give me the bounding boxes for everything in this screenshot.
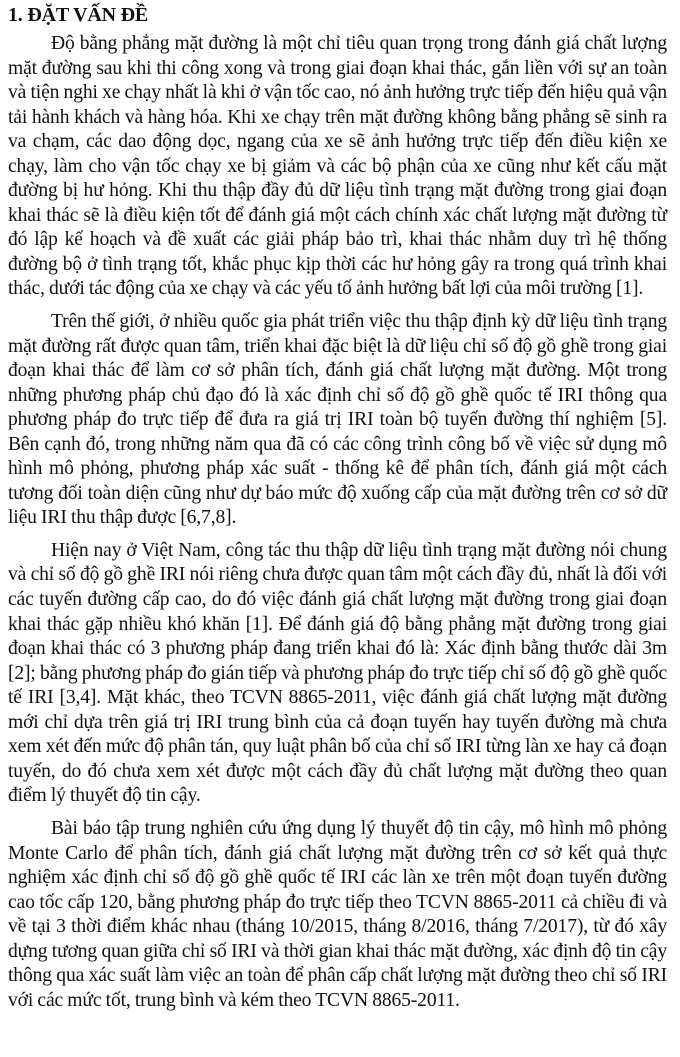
paragraph-study-objective: Bài báo tập trung nghiên cứu ứng dụng lý thuyết độ tin cậy, mô hình mô phỏng Monte Carlo để phân tích, đánh giá chất lượng mặt đường trên cơ sở kết quả thực nghiệm xác định chỉ số độ gồ ghề quốc tế IRI các làn xe trên một đoạn tuyến đường cao tốc cấp 120, bằng phương pháp đo trực tiếp theo TCVN 8865-2011 cả chiều đi và về tại 3 thời điểm khác nhau (tháng 10/2015, tháng 8/2016, tháng 7/2017), từ đó xây dựng tương quan giữa chỉ số IRI và thời gian khai thác mặt đường, xác định độ tin cậy thông qua xác suất làm việc an toàn để phân cấp chất lượng mặt đường theo chỉ số IRI với các mức tốt, trung bình và kém theo TCVN 8865-2011. — [8, 817, 667, 1011]
paragraph-vietnam-situation: Hiện nay ở Việt Nam, công tác thu thập dữ liệu tình trạng mặt đường nói chung và chỉ số độ gồ ghề IRI nói riêng chưa được quan tâm một cách đầy đủ, nhất là đối với các tuyến đường cấp cao, do đó việc đánh giá chất lượng mặt đường trong giai đoạn khai thác gặp nhiều khó khăn [1]. Để đánh giá độ bằng phẳng mặt đường trong giai đoạn khai thác có 3 phương pháp đang triển khai đó là: Xác định bằng thước dài 3m [2]; bằng phương pháp đo gián tiếp và phương pháp đo trực tiếp chỉ số độ gồ ghề quốc tế IRI [3,4]. Mặt khác, theo TCVN 8865-2011, việc đánh giá chất lượng mặt đường mới chỉ dựa trên giá trị IRI trung bình của cả đoạn tuyến hay tuyến đường mà chưa xem xét đến mức độ phân tán, quy luật phân bố của chỉ số IRI từng làn xe hay cả đoạn tuyến, do đó chưa xem xét được một cách đầy đủ chất lượng mặt đường theo quan điểm lý thuyết độ tin cậy. — [8, 539, 667, 807]
paragraph-road-flatness-importance: Độ bằng phẳng mặt đường là một chỉ tiêu quan trọng trong đánh giá chất lượng mặt đường sau khi thi công xong và trong giai đoạn khai thác, gắn liền với sự an toàn và tiện nghi xe chạy nhất là khi ở vận tốc cao, nó ảnh hưởng trực tiếp đến hiệu quả vận tải hành khách và hàng hóa. Khi xe chạy trên mặt đường không bằng phẳng sẽ sinh ra va chạm, các dao động dọc, ngang của xe sẽ ảnh hưởng trực tiếp đến điều kiện xe chạy, làm cho vận tốc chạy xe bị giảm và các bộ phận của xe cũng như kết cấu mặt đường bị hư hỏng. Khi thu thập đầy đủ dữ liệu tình trạng mặt đường trong giai đoạn khai thác sẽ là điều kiện tốt để đánh giá một cách chính xác chất lượng mặt đường từ đó lập kế hoạch và đề xuất các giải pháp bảo trì, khai thác nhằm duy trì hệ thống đường bộ ở tình trạng tốt, khắc phục kịp thời các hư hỏng gây ra trong quá trình khai thác, dưới tác động của xe chạy và các yếu tố ảnh hưởng bất lợi của môi trường [1]. — [8, 33, 667, 300]
section-heading: 1. ĐẶT VẤN ĐỀ — [8, 4, 149, 26]
paragraph-international-context: Trên thế giới, ở nhiều quốc gia phát triển việc thu thập định kỳ dữ liệu tình trạng mặt đường rất được quan tâm, triển khai đặc biệt là dữ liệu chỉ số độ gồ ghề trong giai đoạn khai thác để làm cơ sở phân tích, đánh giá chất lượng mặt đường. Một trong những phương pháp chủ đạo đó là xác định chỉ số độ gồ ghề quốc tế IRI thông qua phương pháp đo trực tiếp để đưa ra giá trị IRI toàn bộ tuyến đường thí nghiệm [5]. Bên cạnh đó, trong những năm qua đã có các công trình công bố về việc sử dụng mô hình mô phỏng, phương pháp xác suất - thống kê để phân tích, đánh giá một cách tương đối toàn diện cũng như dự báo mức độ xuống cấp của mặt đường trên cơ sở dữ liệu IRI thu thập được [6,7,8]. — [8, 311, 667, 529]
